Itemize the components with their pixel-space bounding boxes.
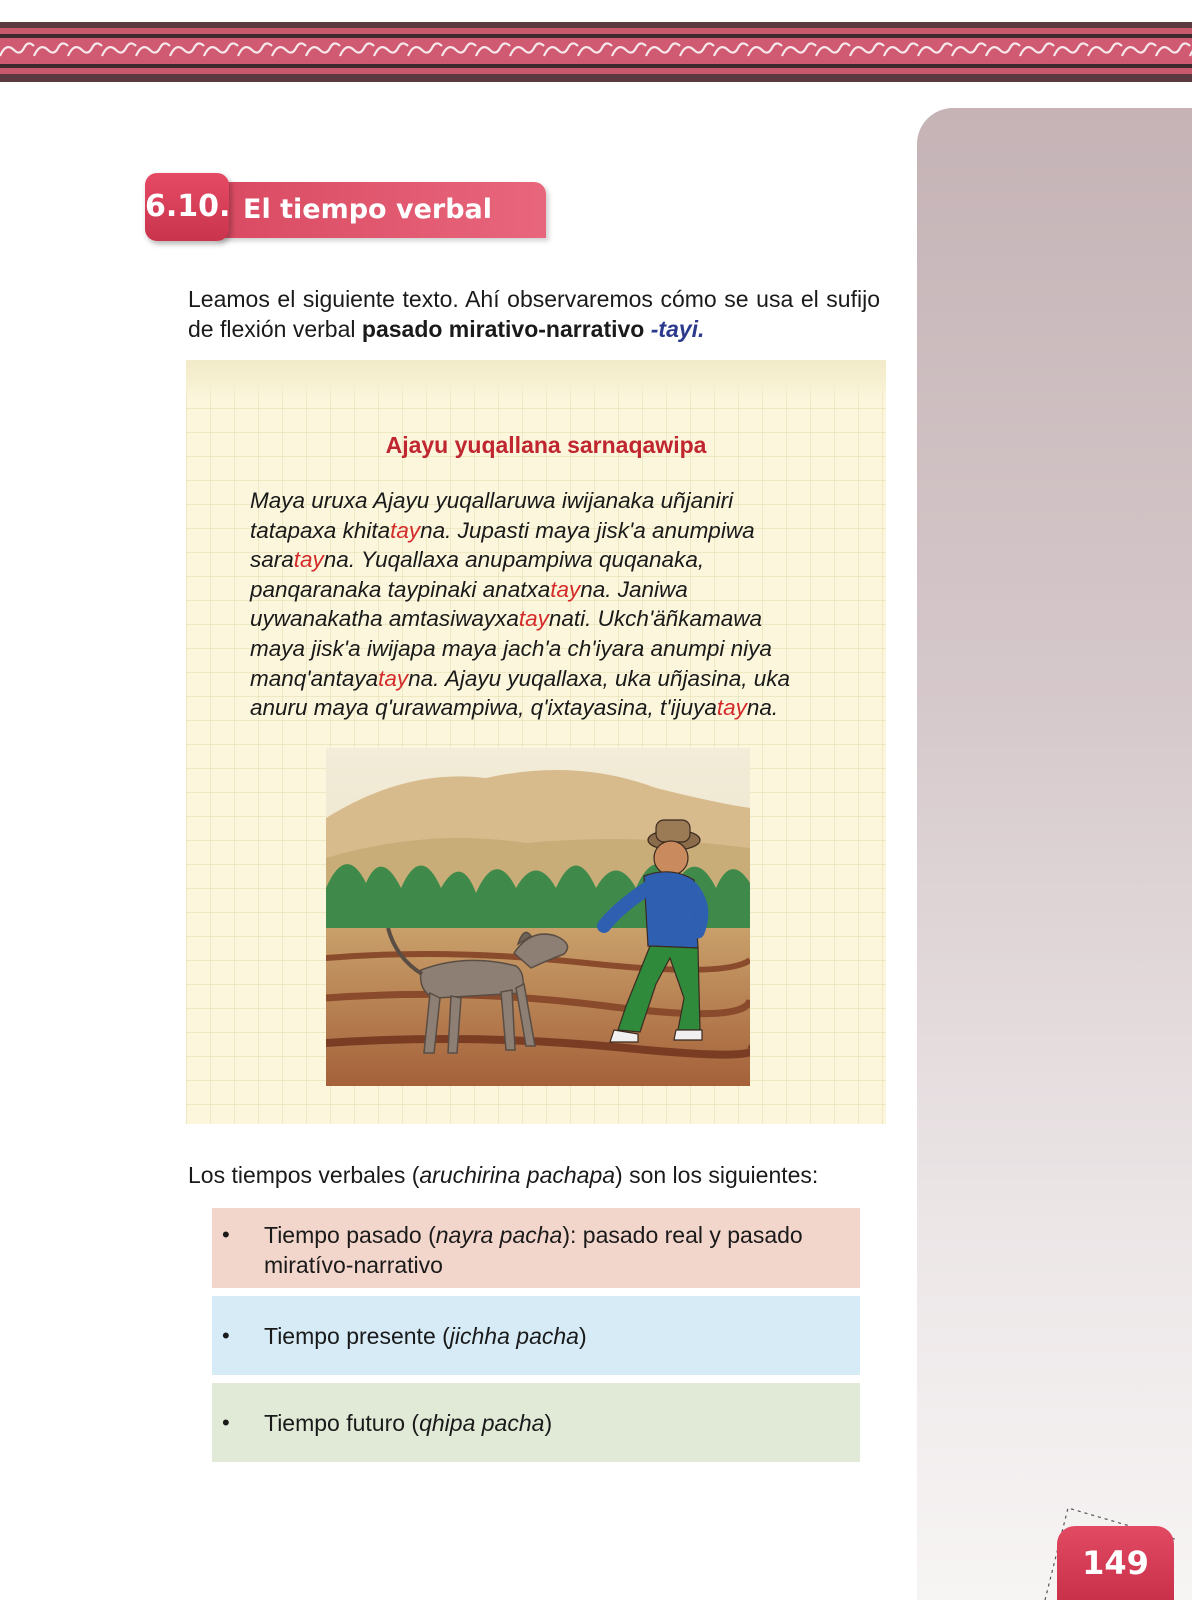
story-text-segment: tatapaxa khita xyxy=(250,517,391,543)
tense-item-past xyxy=(212,1208,860,1288)
suffix-highlight: tay xyxy=(293,547,324,573)
story-line xyxy=(250,693,860,723)
story-text-segment: maya jisk'a iwijapa maya jach'a ch'iyara anumpi niya xyxy=(250,635,772,661)
tense-item-label: Tiempo futuro (qhipa pacha) xyxy=(264,1410,553,1436)
wave-pattern-icon xyxy=(0,38,1192,64)
story-text-segment: uywanakatha amtasiwayxa xyxy=(250,606,519,632)
story-line xyxy=(250,545,860,575)
intro-paragraph: Leamos el siguiente texto. Ahí observaremos cómo se usa el sufijo de flexión verbal pasado mirativo-narrativo -tayi. xyxy=(188,286,880,342)
story-line xyxy=(250,664,860,694)
story-text-segment: na. xyxy=(746,695,779,721)
bullet-icon: • xyxy=(222,1323,230,1348)
side-margin-panel xyxy=(917,108,1192,1600)
section-number: 6.10. xyxy=(145,173,229,241)
story-text-segment: Maya uruxa Ajayu yuqallaruwa iwijanaka uñjaniri xyxy=(250,488,734,513)
story-text-segment: na. Ajayu yuqallaxa, uka uñjasina, uka xyxy=(408,665,791,691)
intro-suffix: -tayi. xyxy=(650,316,705,342)
suffix-highlight: tay xyxy=(390,517,421,543)
story-line xyxy=(250,516,860,546)
story-text-segment: anuru maya q'urawampiwa, q'ixtayasina, t'ijuya xyxy=(250,695,717,721)
story-text-segment: na. Jupasti maya jisk'a anumpiwa xyxy=(420,517,755,543)
suffix-highlight: tay xyxy=(550,576,581,602)
tense-item-label: Tiempo presente (jichha pacha) xyxy=(264,1323,587,1349)
boy-and-dog-illustration xyxy=(326,748,750,1086)
suffix-highlight: tay xyxy=(716,695,747,721)
suffix-highlight: tay xyxy=(518,606,549,632)
section-title: El tiempo verbal xyxy=(243,194,493,225)
tense-item-future xyxy=(212,1383,860,1462)
tenses-intro: Los tiempos verbales (aruchirina pachapa) son los siguientes: xyxy=(188,1162,819,1188)
story-text-segment: nati. Ukch'äñkamawa xyxy=(548,606,763,632)
story-line xyxy=(250,575,860,605)
story-text-segment: panqaranaka taypinaki anatxa xyxy=(250,576,551,602)
tense-item-present xyxy=(212,1296,860,1375)
story-text-segment: na. Yuqallaxa anupampiwa quqanaka, xyxy=(323,547,705,573)
story-title: Ajayu yuqallana sarnaqawipa xyxy=(385,432,707,458)
bullet-icon: • xyxy=(222,1410,230,1435)
story-text xyxy=(250,486,860,723)
story-text-segment: na. Janiwa xyxy=(580,576,688,602)
story-text-segment: sara xyxy=(250,547,294,573)
story-text-segment: manq'antaya xyxy=(250,665,379,691)
decorative-woven-band xyxy=(0,22,1192,84)
story-line xyxy=(250,604,860,634)
page-number: 149 xyxy=(1057,1526,1174,1600)
story-line xyxy=(250,486,860,516)
bullet-icon: • xyxy=(222,1222,230,1247)
intro-bold-term: pasado mirativo-narrativo xyxy=(361,316,645,342)
suffix-highlight: tay xyxy=(378,665,409,691)
tense-item-label: Tiempo pasado (nayra pacha): pasado real y pasado miratívo-narrativo xyxy=(264,1222,803,1278)
story-line xyxy=(250,634,860,664)
